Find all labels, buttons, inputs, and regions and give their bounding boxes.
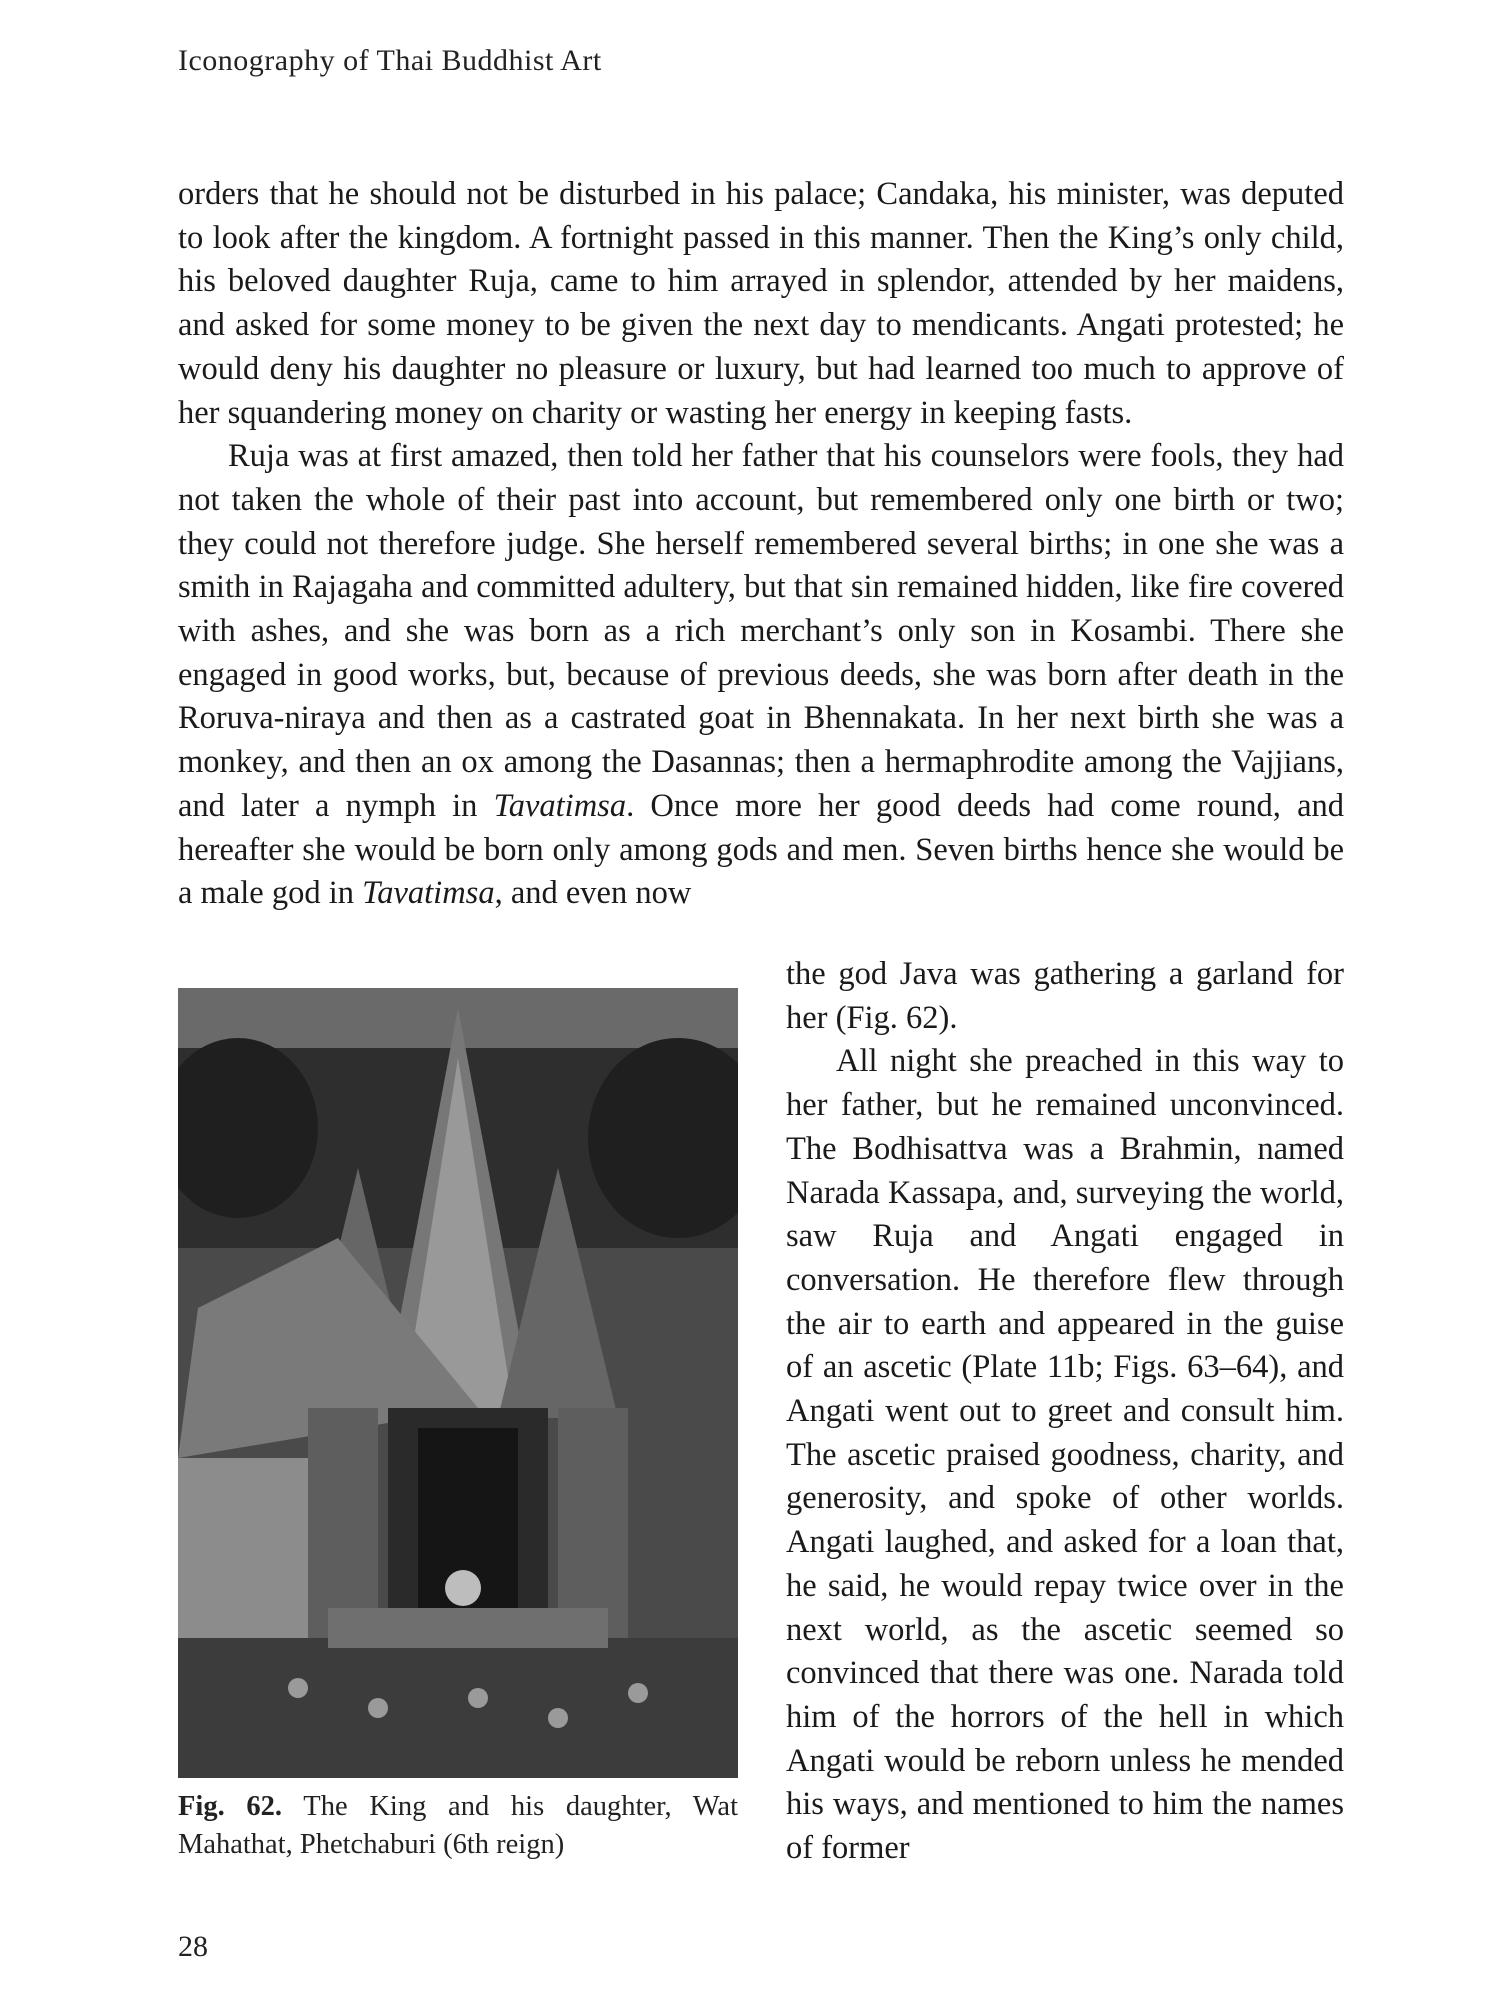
figure-caption-text: The King and his daughter, Wat Mahathat, Phetchaburi (6th reign) [178,1791,738,1860]
mural-painting-image [178,988,738,1778]
page-number: 28 [178,1930,208,1963]
right-text-column [786,953,1344,1871]
paragraph-2-part-c: , and even now [494,875,692,912]
figure-label: Fig. 62. [178,1791,283,1822]
main-text-column [178,173,1344,916]
paragraph-2-part-a: Ruja was at first amazed, then told her father that his counselors were fools, they had not taken the whole of their past into account, but remembered only one birth or two; they could not therefore judge. She herself remembered several births; in one she was a smith in Rajagaha and committed adultery, but that sin remained hidden, like fire covered with ashes, and she was born as a rich merchant’s only son in Kosambi. There she engaged in good works, but, because of previous deeds, she was born after death in the Roruva-niraya and then as a castrated goat in Bhennakata. In her next birth she was a monkey, and then an ox among the Dasannas; then a hermaphrodite among the Vajjians, and later a nymph in [178,438,1344,824]
figure-caption [178,1788,738,1864]
paragraph-3: All night she preached in this way to her father, but he remained unconvinced. The Bodhisattva was a Brahmin, named Narada Kassapa, and, surveying the world, saw Ruja and Angati engaged in conversation. He therefore flew through the air to earth and appeared in the guise of an ascetic (Plate 11b; Figs. 63–64), and Angati went out to greet and consult him. The ascetic praised goodness, charity, and generosity, and spoke of other worlds. Angati laughed, and asked for a loan that, he said, he would repay twice over in the next world, as the ascetic seemed so convinced that there was one. Narada told him of the horrors of the hell in which Angati would be reborn unless he mended his ways, and mentioned to him the names of former [786,1043,1344,1867]
place-name-tavatimsa: Tavatimsa [493,787,627,824]
paragraph-2-part-b: . Once more her good deeds had come round, and hereafter she would be born only among gods and men. Seven births hence she would be a male god in [178,787,1344,912]
figure-62 [178,988,738,1864]
place-name-tavatimsa-2: Tavatimsa [362,875,495,912]
paragraph-1: orders that he should not be disturbed in his palace; Candaka, his minister, was deputed to look after the kingdom. A fortnight passed in this manner. Then the King’s only child, his beloved daughter Ruja, came to him arrayed in splendor, attended by her maidens, and asked for some money to be given the next day to mendicants. Angati protested; he would deny his daughter no pleasure or luxury, but had learned too much to approve of her squandering money on charity or wasting her energy in keeping fasts. [178,176,1344,431]
paragraph-2-continued: the god Java was gathering a garland for her (Fig. 62). [786,956,1344,1036]
running-head: Iconography of Thai Buddhist Art [178,44,602,77]
paragraph-2 [178,435,1344,916]
